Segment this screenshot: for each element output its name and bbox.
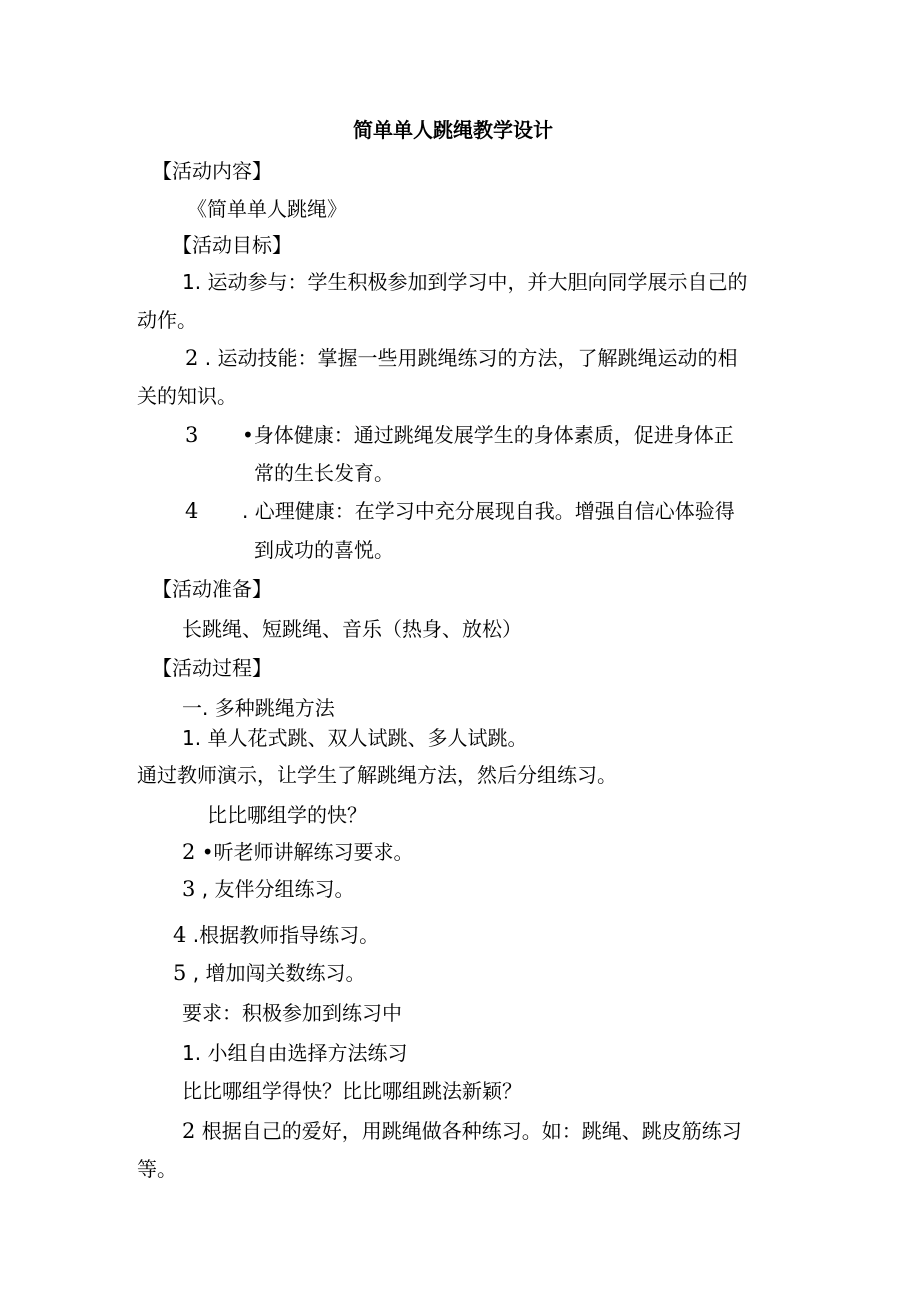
process-step-3 bbox=[182, 875, 354, 903]
document-title: 简单单人跳绳教学设计 bbox=[353, 118, 553, 142]
goal-2-number: 2 bbox=[185, 346, 199, 370]
process-line-4: 比比哪组学的快？ bbox=[207, 803, 367, 827]
goal-1-line-2: 动作。 bbox=[137, 308, 197, 332]
process-step-3-number: 3 bbox=[182, 877, 196, 901]
goal-3-number: 3 bbox=[185, 423, 199, 447]
content-heading: 【活动内容】 bbox=[152, 159, 272, 183]
goals-heading: 【活动目标】 bbox=[172, 233, 292, 257]
process-line-12-number: 2 bbox=[182, 1119, 196, 1143]
content-text: 《简单单人跳绳》 bbox=[187, 197, 347, 221]
process-line-11: 比比哪组学得快？比比哪组跳法新颖？ bbox=[182, 1079, 522, 1103]
process-step-2-text: •听老师讲解练习要求。 bbox=[201, 840, 414, 864]
process-step-4-number: 4 bbox=[173, 923, 187, 947]
process-step-4-text: .根据教师指导练习。 bbox=[192, 923, 380, 947]
process-step-4 bbox=[173, 921, 379, 949]
process-step-3-text: , 友伴分组练习。 bbox=[201, 877, 355, 901]
goal-4-number: 4 bbox=[185, 499, 199, 523]
goal-2-line-1 bbox=[185, 344, 737, 372]
process-line-9: 要求：积极参加到练习中 bbox=[182, 1001, 402, 1025]
process-step-2-number: 2 bbox=[182, 840, 196, 864]
prep-text: 长跳绳、短跳绳、音乐（热身、放松） bbox=[182, 617, 522, 641]
goal-4-line-1: . 心理健康：在学习中充分展现自我。增强自信心体验得 bbox=[242, 499, 735, 523]
goal-2-text: . 运动技能：掌握一些用跳绳练习的方法，了解跳绳运动的相 bbox=[204, 346, 738, 370]
process-line-12 bbox=[182, 1117, 742, 1145]
goal-2-line-2: 关的知识。 bbox=[137, 384, 237, 408]
process-line-2: 1. 单人花式跳、双人试跳、多人试跳。 bbox=[182, 726, 528, 750]
process-step-5-number: 5 bbox=[173, 961, 187, 985]
process-line-12-text: 根据自己的爱好，用跳绳做各种练习。如：跳绳、跳皮筋练习 bbox=[201, 1119, 742, 1143]
goal-1-line-1: 1. 运动参与：学生积极参加到学习中，并大胆向同学展示自己的 bbox=[182, 270, 748, 294]
process-heading: 【活动过程】 bbox=[152, 656, 272, 680]
process-line-1: 一. 多种跳绳方法 bbox=[182, 696, 335, 720]
goal-3-line-2: 常的生长发育。 bbox=[254, 461, 394, 485]
goal-3-line-1: •身体健康：通过跳绳发展学生的身体素质，促进身体正 bbox=[242, 423, 734, 447]
prep-heading: 【活动准备】 bbox=[152, 577, 272, 601]
process-step-5 bbox=[173, 959, 365, 987]
goal-4-line-2: 到成功的喜悦。 bbox=[254, 538, 394, 562]
process-line-10: 1. 小组自由选择方法练习 bbox=[182, 1041, 408, 1065]
process-line-3: 通过教师演示，让学生了解跳绳方法，然后分组练习。 bbox=[137, 763, 617, 787]
process-step-5-text: , 增加闯关数练习。 bbox=[192, 961, 366, 985]
process-step-2 bbox=[182, 838, 414, 866]
process-line-13: 等。 bbox=[137, 1157, 177, 1181]
